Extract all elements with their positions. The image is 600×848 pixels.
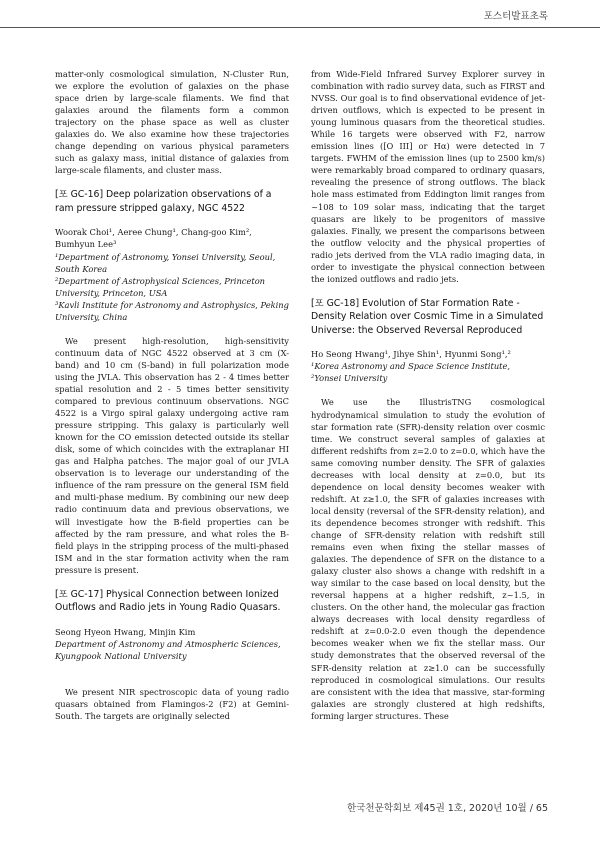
authors-gc17: Seong Hyeon Hwang, Minjin Kim: [55, 626, 196, 637]
abstract-title-gc18: [포 GC-18] Evolution of Star Formation Rate - Density Relation over Cosmic Time in a Simulated Universe: the Observed Reversal Reproduced: [311, 297, 544, 336]
previous-abstract-continuation: matter-only cosmological simulation, N-Cluster Run, we explore the evolution of galaxies on the phase space drien by large-scale filaments. We find that galaxies around the filaments form a common trajectory on the phase space as well as cluster galaxies do. We also examine how these trajectories change depending on various physical parameters such as galaxy mass, initial distance of galaxies from large-scale filaments, and cluster mass.: [55, 69, 289, 176]
affiliation-gc18-1: ¹Korea Astronomy and Space Science Institute,: [311, 361, 511, 372]
header-divider: [0, 27, 600, 28]
affiliation-gc18-2: ²Yonsei University: [311, 373, 388, 384]
abstract-body-gc17-start: We present NIR spectroscopic data of young radio quasars obtained from Flamingos-2 (F2) at Gemini-South. The targets are originally selected: [55, 686, 289, 721]
abstract-title-gc17: [포 GC-17] Physical Connection between Ionized Outflows and Radio jets in Young Radio Quasars.: [55, 588, 281, 614]
abstract-body-gc17-continued: from Wide-Field Infrared Survey Explorer survey in combination with radio survey data, such as FIRST and NVSS. Our goal is to find observational evidence of jet-driven outflows, which is expected to be present in young luminous quasars from the theoretical studies. While 16 targets were observed with F2, narrow emission lines ([O III] or Hα) were detected in 7 targets. FWHM of the emission lines (up to 2500 km/s) were remarkably broad compared to ordinary quasars, revealing the presence of strong outflows. The black hole mass estimated from Eddington limit ranges from ~108 to 109 solar mass, indicating that the target quasars are likely to be progenitors of massive galaxies. Finally, we present the comparisons between the outflow velocity and the physical properties of radio jets derived from the VLA radio imaging data, in order to investigate the physical connection between the ionized outflows and radio jets.: [311, 69, 545, 284]
running-header: 포스터발표초록: [483, 11, 548, 22]
left-column: [55, 68, 289, 774]
page-footer-citation: 한국천문학회보 제45권 1호, 2020년 10월 / 65: [347, 803, 548, 814]
affiliation-gc16-1: ¹Department of Astronomy, Yonsei University, Seoul, South Korea: [55, 251, 276, 274]
abstract-body-gc18: We use the IllustrisTNG cosmological hydrodynamical simulation to study the evolution of star formation rate (SFR)-density relation over cosmic time. We construct several samples of galaxies at different redshifts from z=2.0 to z=0.0, which have the same comoving number density. The SFR of galaxies decreases with local density at z=0.0, but its dependence on local density becomes weaker with redshift. At z≥1.0, the SFR of galaxies increases with local density (reversal of the SFR-density relation), and its dependence becomes stronger with redshift. This change of SFR-density relation with redshift still remains even when fixing the stellar masses of galaxies. The dependence of SFR on the distance to a galaxy cluster also shows a change with redshift in a way similar to the case based on local density, but the reversal happens at a higher redshift, z~1.5, in clusters. On the other hand, the molecular gas fraction always decreases with local density regardless of redshift at z=0.0-2.0 even though the dependence becomes weaker when we fix the stellar mass. Our study demonstrates that the observed reversal of the SFR-density relation at z≥1.0 can be successfully reproduced in cosmological simulations. Our results are consistent with the idea that massive, star-forming galaxies are strongly clustered at high redshifts, forming larger structures. These: [311, 397, 545, 721]
affiliation-gc16-2: ²Department of Astrophysical Sciences, Princeton University, Princeton, USA: [55, 275, 266, 298]
affiliation-gc16-3: ³Kavli Institute for Astronomy and Astrophysics, Peking University, China: [55, 299, 289, 322]
abstract-title-gc16: [포 GC-16] Deep polarization observations of a ram pressure stripped galaxy, NGC 4522: [55, 189, 272, 214]
right-column: [311, 68, 545, 790]
authors-gc18: Ho Seong Hwang¹, Jihye Shin¹, Hyunmi Song¹,²: [311, 349, 511, 360]
authors-gc16: Woorak Choi¹, Aeree Chung¹, Chang-goo Kim², Bumhyun Lee³: [55, 227, 252, 250]
affiliation-gc17: Department of Astronomy and Atmospheric Sciences, Kyungpook National University: [55, 638, 281, 661]
abstract-body-gc16: We present high-resolution, high-sensitivity continuum data of NGC 4522 observed at 3 cm (X-band) and 10 cm (S-band) in full polarization mode using the JVLA. This observation has 2 - 4 times better spatial resolution and 2 - 5 times better sensitivity compared to previous continuum observations. NGC 4522 is a Virgo spiral galaxy undergoing active ram pressure stripping. This galaxy is particularly well known for the CO emission detected outside its stellar disk, some of which coincides with the extraplanar HI gas and Halpha patches. The major goal of our JVLA observation is to leverage our understanding of the influence of the ram pressure on the general ISM field and multi-phase medium. By combining our new deep radio continuum data and previous observations, we will investigate how the B-field properties can be affected by the ram pressure, and what roles the B-field plays in the stripping process of the multi-phased ISM and in the star formation activity when the ram pressure is present.: [55, 335, 289, 575]
